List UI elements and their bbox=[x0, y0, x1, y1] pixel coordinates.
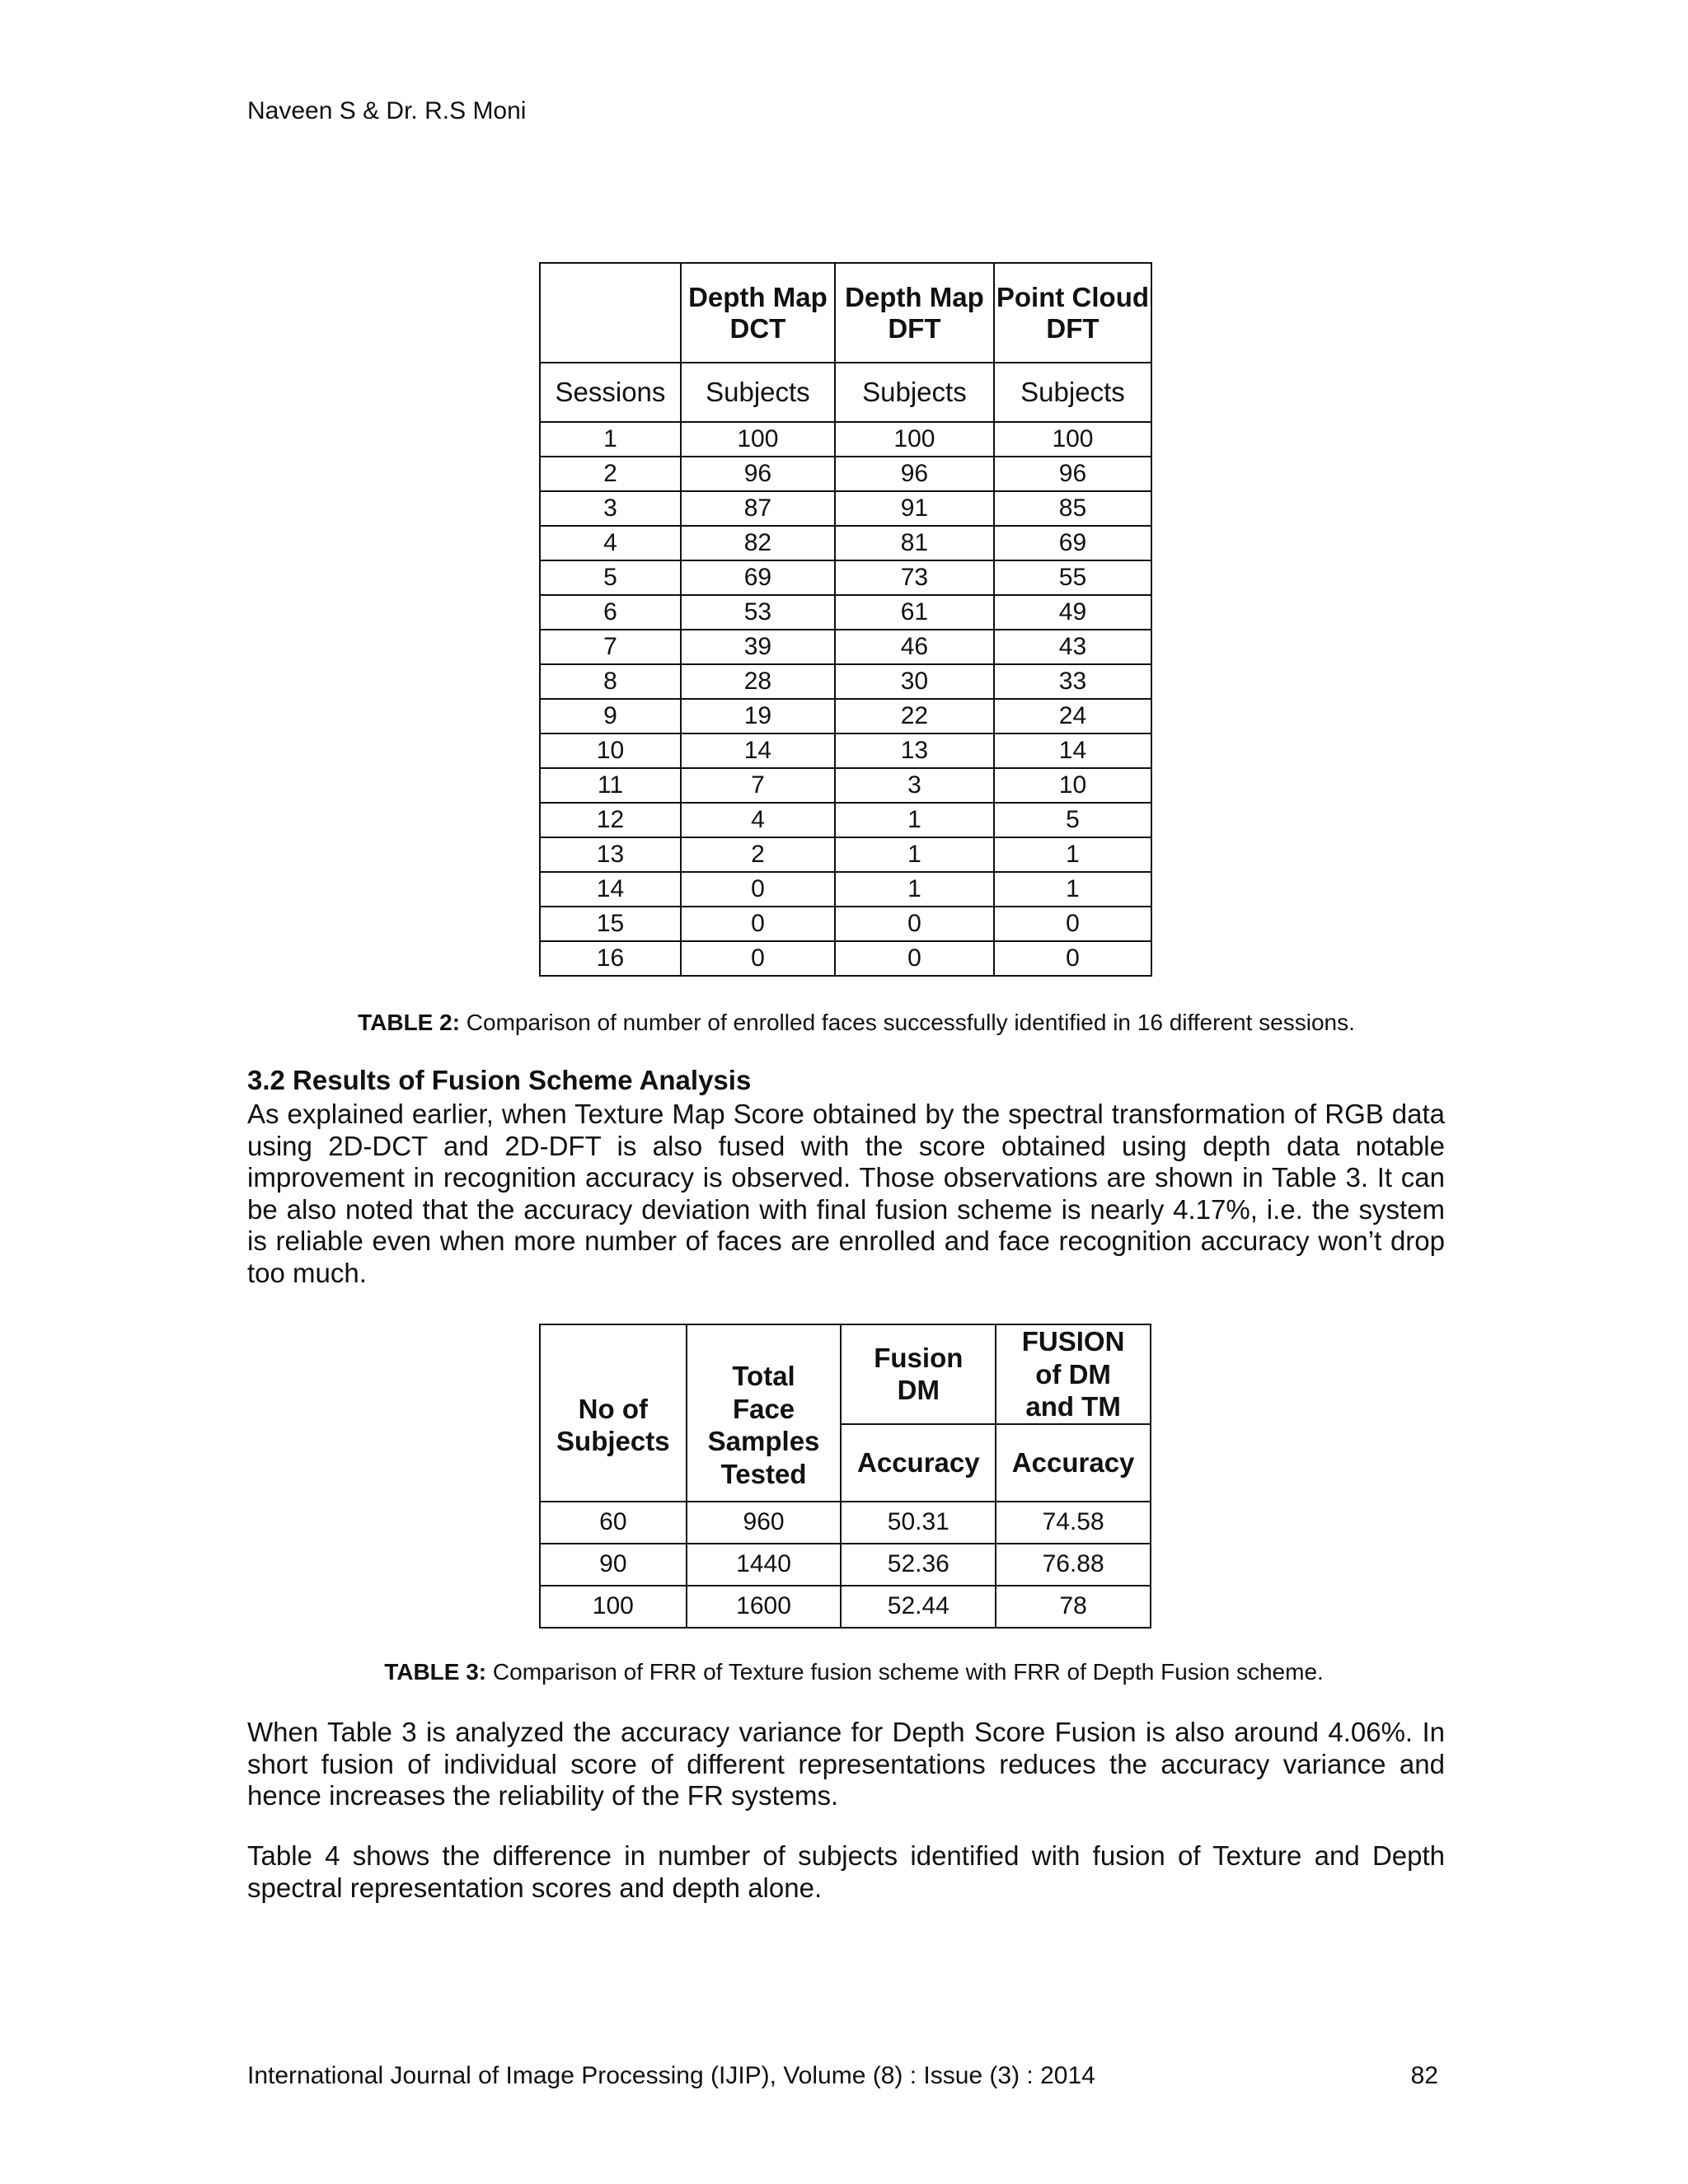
table-cell: 8 bbox=[540, 664, 681, 699]
table2-row bbox=[540, 457, 1151, 491]
table2-subheader-sessions: Sessions bbox=[540, 363, 681, 422]
table-cell: 2 bbox=[540, 457, 681, 491]
table-cell: 14 bbox=[540, 872, 681, 907]
table-2 bbox=[539, 262, 1152, 977]
table-cell: 0 bbox=[681, 907, 835, 941]
table3-row bbox=[540, 1586, 1151, 1628]
table2-caption bbox=[12, 1010, 1688, 1036]
table-cell: 1 bbox=[994, 872, 1151, 907]
table-cell: 60 bbox=[540, 1502, 687, 1544]
section-title: 3.2 Results of Fusion Scheme Analysis bbox=[247, 1065, 752, 1095]
table2-row bbox=[540, 595, 1151, 630]
table3-caption bbox=[10, 1659, 1688, 1685]
table3-row bbox=[540, 1544, 1151, 1586]
table-cell: 4 bbox=[681, 803, 835, 837]
table-cell: 28 bbox=[681, 664, 835, 699]
table-cell: 74.58 bbox=[996, 1502, 1151, 1544]
table-cell: 61 bbox=[835, 595, 994, 630]
table-cell: 3 bbox=[835, 768, 994, 803]
table2-subheader-subjects: Subjects bbox=[681, 363, 835, 422]
table-cell: 100 bbox=[835, 422, 994, 457]
table2-row bbox=[540, 872, 1151, 907]
table2-subheader-subjects: Subjects bbox=[994, 363, 1151, 422]
table-cell: 0 bbox=[681, 872, 835, 907]
table2-row bbox=[540, 768, 1151, 803]
table-cell: 7 bbox=[681, 768, 835, 803]
table-cell: 1600 bbox=[687, 1586, 842, 1628]
table3-header-fusion-dm-tm-text: FUSION of DM and TM bbox=[1021, 1326, 1125, 1422]
table-cell: 5 bbox=[994, 803, 1151, 837]
table-cell: 82 bbox=[681, 526, 835, 560]
table-cell: 96 bbox=[994, 457, 1151, 491]
table-cell: 1 bbox=[835, 837, 994, 872]
table-cell: 3 bbox=[540, 491, 681, 526]
table2-row bbox=[540, 422, 1151, 457]
table3-header-accuracy: Accuracy bbox=[841, 1424, 996, 1502]
table-cell: 78 bbox=[996, 1586, 1151, 1628]
table-cell: 4 bbox=[540, 526, 681, 560]
table3-caption-label: TABLE 3: bbox=[384, 1659, 487, 1685]
table-cell: 87 bbox=[681, 491, 835, 526]
table-cell: 16 bbox=[540, 941, 681, 976]
table-cell: 81 bbox=[835, 526, 994, 560]
table-cell: 14 bbox=[994, 733, 1151, 768]
table-cell: 14 bbox=[681, 733, 835, 768]
table-cell: 24 bbox=[994, 699, 1151, 733]
table3-header-no-of-subjects bbox=[540, 1324, 687, 1502]
table-cell: 90 bbox=[540, 1544, 687, 1586]
table3-header-fusion-dm bbox=[841, 1324, 996, 1424]
table2-header-depth-map-dct: Depth Map DCT bbox=[681, 263, 835, 363]
table2-row bbox=[540, 699, 1151, 733]
table-cell: 53 bbox=[681, 595, 835, 630]
table-cell: 5 bbox=[540, 560, 681, 595]
table3-header-total-samples bbox=[687, 1324, 842, 1502]
table3-header-total-samples-text: Total Face Samples Tested bbox=[707, 1361, 820, 1489]
table-cell: 13 bbox=[835, 733, 994, 768]
table-cell: 10 bbox=[540, 733, 681, 768]
table3-header-fusion-dm-text: Fusion DM bbox=[874, 1342, 964, 1406]
table2-row bbox=[540, 941, 1151, 976]
table-cell: 33 bbox=[994, 664, 1151, 699]
table-cell: 30 bbox=[835, 664, 994, 699]
table-cell: 15 bbox=[540, 907, 681, 941]
table2-row bbox=[540, 803, 1151, 837]
table-cell: 73 bbox=[835, 560, 994, 595]
table-cell: 1 bbox=[835, 872, 994, 907]
table-cell: 52.44 bbox=[841, 1586, 996, 1628]
table2-row bbox=[540, 526, 1151, 560]
table-cell: 91 bbox=[835, 491, 994, 526]
table-cell: 100 bbox=[681, 422, 835, 457]
table2-row bbox=[540, 733, 1151, 768]
table2-caption-label: TABLE 2: bbox=[358, 1010, 461, 1035]
table-cell: 100 bbox=[540, 1586, 687, 1628]
paragraph-table4-intro: Table 4 shows the difference in number of subjects identified with fusion of Texture and Depth spectral representation scores and depth alone. bbox=[247, 1840, 1445, 1903]
table-cell: 1 bbox=[835, 803, 994, 837]
table2-row bbox=[540, 837, 1151, 872]
table-cell: 69 bbox=[681, 560, 835, 595]
table2-caption-text: Comparison of number of enrolled faces successfully identified in 16 different sessions. bbox=[460, 1010, 1355, 1035]
table-cell: 960 bbox=[687, 1502, 842, 1544]
page-number: 82 bbox=[1410, 2062, 1438, 2089]
table-cell: 22 bbox=[835, 699, 994, 733]
table-cell: 39 bbox=[681, 630, 835, 664]
table-cell: 96 bbox=[681, 457, 835, 491]
section-paragraph: As explained earlier, when Texture Map Score obtained by the spectral transformation of RGB data using 2D-DCT and 2D-DFT is also fused with the score obtained using depth data notable improvement in recognition accuracy is observed. Those observations are shown in Table 3. It can be also noted that the accuracy deviation with final fusion scheme is nearly 4.17%, i.e. the system is reliable even when more number of faces are enrolled and face recognition accuracy won’t drop too much. bbox=[247, 1099, 1445, 1288]
table2-row bbox=[540, 664, 1151, 699]
table2-row bbox=[540, 907, 1151, 941]
table-cell: 19 bbox=[681, 699, 835, 733]
table2-header-point-cloud-dft: Point Cloud DFT bbox=[994, 263, 1151, 363]
table-cell: 100 bbox=[994, 422, 1151, 457]
table2-header-depth-map-dft: Depth Map DFT bbox=[835, 263, 994, 363]
table-cell: 0 bbox=[994, 907, 1151, 941]
footer-journal: International Journal of Image Processing (IJIP), Volume (8) : Issue (3) : 2014 bbox=[247, 2062, 1095, 2089]
table-cell: 1 bbox=[540, 422, 681, 457]
table-cell: 43 bbox=[994, 630, 1151, 664]
table-cell: 10 bbox=[994, 768, 1151, 803]
table-cell: 7 bbox=[540, 630, 681, 664]
table-cell: 0 bbox=[681, 941, 835, 976]
table-cell: 1440 bbox=[687, 1544, 842, 1586]
table-cell: 2 bbox=[681, 837, 835, 872]
table-cell: 13 bbox=[540, 837, 681, 872]
table2-row bbox=[540, 560, 1151, 595]
table2-subheader-subjects: Subjects bbox=[835, 363, 994, 422]
table3-caption-text: Comparison of FRR of Texture fusion scheme with FRR of Depth Fusion scheme. bbox=[486, 1659, 1324, 1685]
table-3 bbox=[539, 1324, 1151, 1629]
table-cell: 46 bbox=[835, 630, 994, 664]
table-cell: 0 bbox=[835, 907, 994, 941]
table3-row bbox=[540, 1502, 1151, 1544]
table-cell: 0 bbox=[835, 941, 994, 976]
table2-row bbox=[540, 491, 1151, 526]
table3-header-fusion-dm-tm bbox=[996, 1324, 1151, 1424]
table-cell: 1 bbox=[994, 837, 1151, 872]
table-cell: 6 bbox=[540, 595, 681, 630]
table-cell: 9 bbox=[540, 699, 681, 733]
table-cell: 96 bbox=[835, 457, 994, 491]
table2-header-empty bbox=[540, 263, 681, 363]
table-cell: 0 bbox=[994, 941, 1151, 976]
table-cell: 12 bbox=[540, 803, 681, 837]
table3-header-accuracy: Accuracy bbox=[996, 1424, 1151, 1502]
table-cell: 76.88 bbox=[996, 1544, 1151, 1586]
table-cell: 55 bbox=[994, 560, 1151, 595]
table-cell: 50.31 bbox=[841, 1502, 996, 1544]
table-cell: 11 bbox=[540, 768, 681, 803]
table-cell: 52.36 bbox=[841, 1544, 996, 1586]
table2-row bbox=[540, 630, 1151, 664]
running-header-authors: Naveen S & Dr. R.S Moni bbox=[247, 97, 527, 124]
table3-header-no-of-subjects-text: No of Subjects bbox=[556, 1393, 670, 1457]
table-cell: 85 bbox=[994, 491, 1151, 526]
table-cell: 69 bbox=[994, 526, 1151, 560]
paragraph-table3-analysis: When Table 3 is analyzed the accuracy variance for Depth Score Fusion is also around 4.06%. In short fusion of individual score of different representations reduces the accuracy variance and hence increases the reliability of the FR systems. bbox=[247, 1717, 1445, 1811]
table-cell: 49 bbox=[994, 595, 1151, 630]
